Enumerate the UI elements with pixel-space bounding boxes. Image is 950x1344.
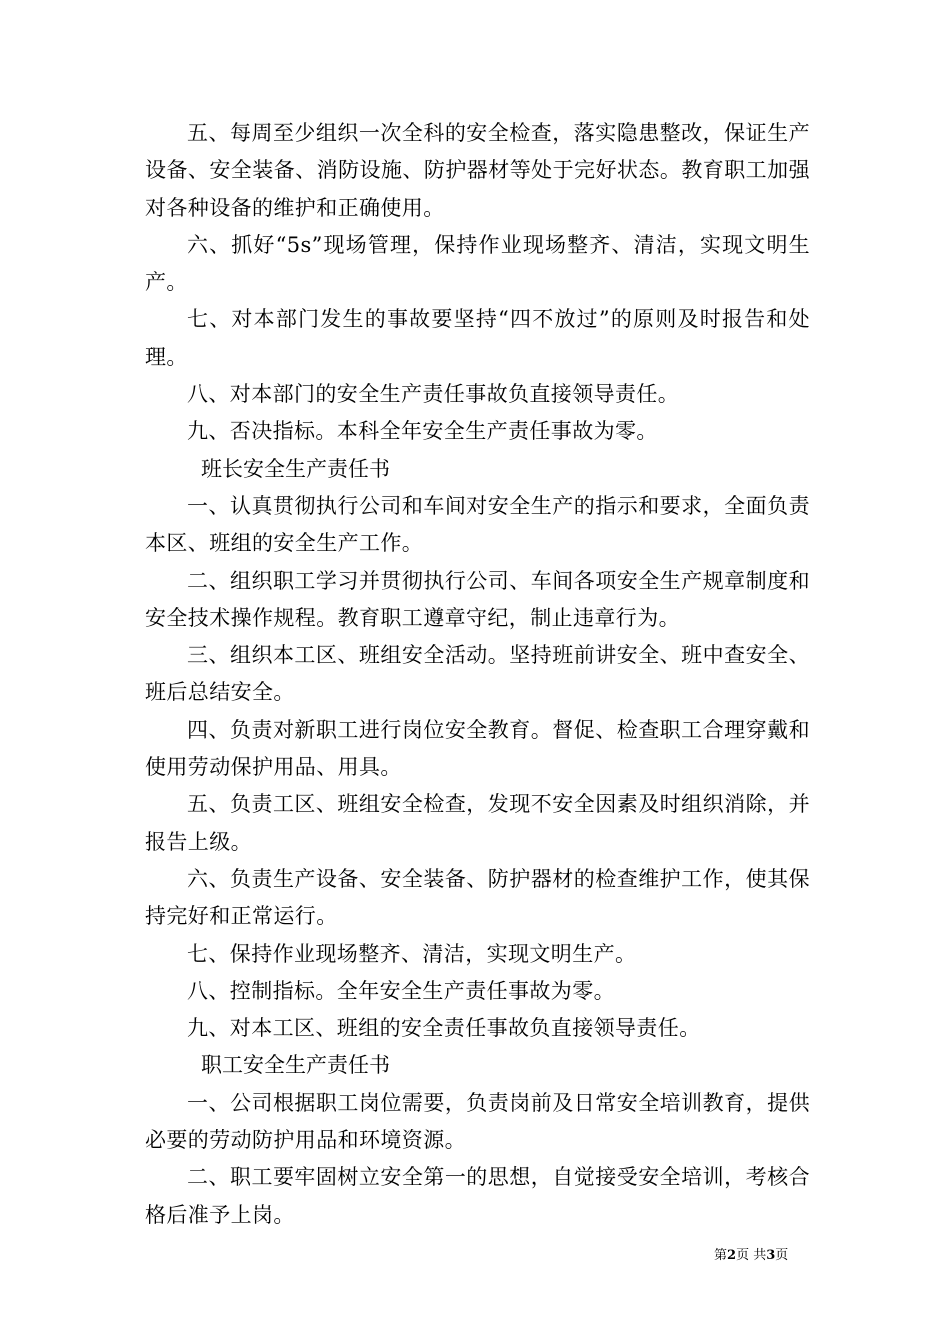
footer-prefix: 第 [714, 1248, 728, 1263]
paragraph-8: 八、控制指标。全年安全生产责任事故为零。 [187, 978, 615, 1003]
paragraph-5: 五、每周至少组织一次全科的安全检查，落实隐患整改，保证生产设备、安全装备、消防设施、防护器材等处于完好状态。教育职工加强对各种设备的维护和正确使用。 [145, 121, 810, 220]
section-heading-team-leader: 班长安全生产责任书 [201, 456, 390, 481]
document-body [145, 115, 810, 1234]
paragraph-6: 六、抓好“5s”现场管理，保持作业现场整齐、清洁，实现文明生产。 [145, 232, 810, 295]
paragraph-3: 三、组织本工区、班组安全活动。坚持班前讲安全、班中查安全、班后总结安全。 [145, 643, 810, 705]
paragraph-1: 一、认真贯彻执行公司和车间对安全生产的指示和要求，全面负责本区、班组的安全生产工作。 [145, 493, 810, 556]
paragraph-9: 九、否决指标。本科全年安全生产责任事故为零。 [187, 419, 658, 444]
footer-suffix: 页 [775, 1248, 789, 1263]
paragraph-5: 五、负责工区、班组安全检查，发现不安全因素及时组织消除，并报告上级。 [145, 792, 810, 854]
paragraph-4: 四、负责对新职工进行岗位安全教育。督促、检查职工合理穿戴和使用劳动保护用品、用具。 [145, 717, 810, 780]
footer-current-page: 2 [727, 1248, 737, 1263]
paragraph-8: 八、对本部门的安全生产责任事故负直接领导责任。 [187, 382, 680, 407]
paragraph-7: 七、保持作业现场整齐、清洁，实现文明生产。 [187, 941, 637, 966]
footer-total-pages: 3 [766, 1248, 776, 1263]
footer-middle: 页 共 [736, 1248, 767, 1263]
section-heading-employee: 职工安全生产责任书 [201, 1053, 390, 1078]
paragraph-7: 七、对本部门发生的事故要坚持“四不放过”的原则及时报告和处理。 [145, 307, 810, 369]
paragraph-2: 二、职工要牢固树立安全第一的思想，自觉接受安全培训，考核合格后准予上岗。 [145, 1165, 810, 1227]
paragraph-1: 一、公司根据职工岗位需要，负责岗前及日常安全培训教育，提供必要的劳动防护用品和环境资源。 [145, 1090, 810, 1153]
paragraph-2: 二、组织职工学习并贯彻执行公司、车间各项安全生产规章制度和安全技术操作规程。教育职工遵章守纪，制止违章行为。 [145, 568, 810, 630]
paragraph-9: 九、对本工区、班组的安全责任事故负直接领导责任。 [187, 1016, 701, 1041]
paragraph-6: 六、负责生产设备、安全装备、防护器材的检查维护工作，使其保持完好和正常运行。 [145, 866, 810, 929]
page-number-footer [714, 1247, 788, 1265]
